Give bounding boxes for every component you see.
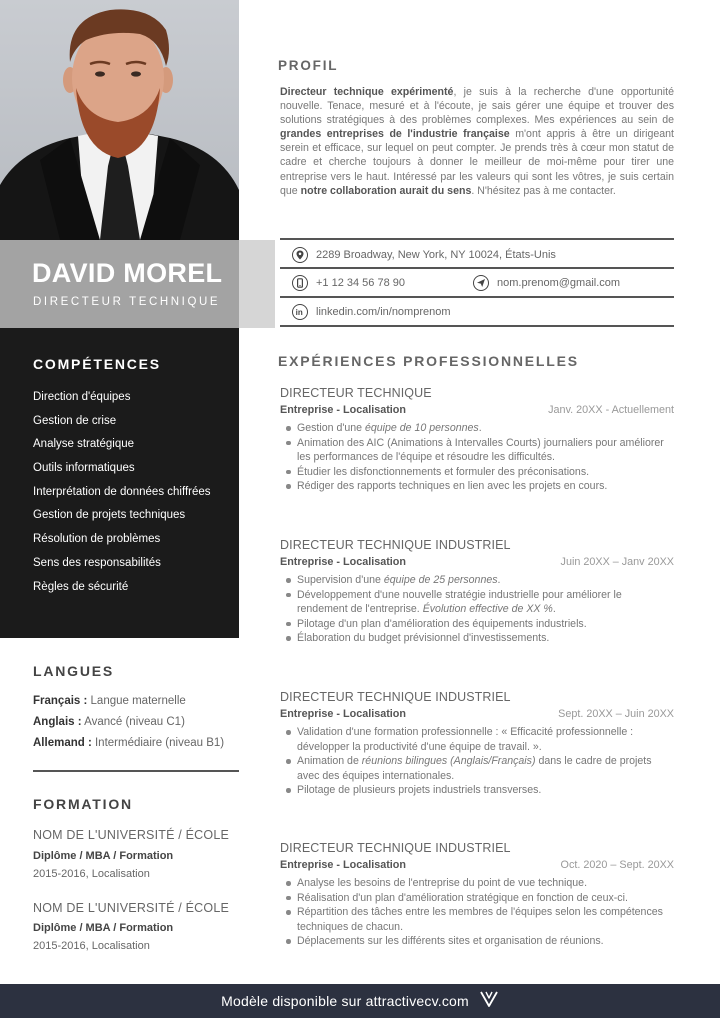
job-bullet-text: Déplacements sur les différents sites et organisation de réunions. (297, 935, 604, 947)
job-bullet-text: Analyse les besoins de l'entreprise du point de vue technique. (297, 877, 588, 889)
language-item (33, 695, 186, 707)
language-level: Intermédiaire (niveau B1) (91, 737, 225, 749)
skill-item: Analyse stratégique (33, 438, 135, 451)
send-icon (473, 275, 489, 291)
languages-heading: LANGUES (33, 663, 115, 679)
job-title: DIRECTEUR TECHNIQUE INDUSTRIEL (280, 690, 511, 704)
job-title: DIRECTEUR TECHNIQUE INDUSTRIEL (280, 538, 511, 552)
education-degree: Diplôme / MBA / Formation (33, 850, 174, 862)
job-bullet (283, 876, 674, 891)
language-level: Avancé (niveau C1) (81, 716, 185, 728)
job-bullet (283, 465, 674, 480)
job-company: Entreprise - Localisation (280, 556, 406, 568)
job-bullet (283, 905, 674, 934)
contact-email[interactable] (473, 275, 620, 291)
job-bullet-text: Pilotage de plusieurs projets industriels transverses. (297, 784, 542, 796)
experience-entry (280, 841, 674, 949)
name-panel-tab (239, 240, 275, 328)
job-bullets (283, 876, 674, 949)
job-bullet-text: Gestion d'une (297, 422, 365, 434)
job-bullet-text: dans le cadre de projets avec des équipes internationales. (297, 755, 652, 782)
job-title: DIRECTEUR TECHNIQUE INDUSTRIEL (280, 841, 511, 855)
attractivecv-logo-icon (479, 990, 499, 1013)
job-bullet-text: Animation des AIC (Animations à Intervalles Courts) journaliers pour améliorer les performances de l'équipe et résoudre les difficultés. (297, 436, 664, 463)
language-name: Allemand : (33, 737, 92, 749)
profile-photo (0, 0, 239, 240)
job-bullet-text: Élaboration du budget prévisionnel d'investissements. (297, 632, 550, 644)
contact-address (292, 247, 556, 263)
job-bullet (283, 617, 674, 632)
language-item (33, 716, 185, 728)
job-bullet-text: réunions bilingues (Anglais/Français) (361, 755, 536, 767)
education-school: NOM DE L'UNIVERSITÉ / ÉCOLE (33, 828, 230, 842)
language-item (33, 737, 224, 749)
job-bullet (283, 573, 674, 588)
profile-segment: m'ont appris à être un dirigeant serein et efficace, sur lequel on peut compter. Je prends très à cœur mon statut de cadre et cherche toujours à donner le meilleur de moi-même pour tirer une entreprise vers le haut. Intéressé par les valeurs qui sont les vôtres, je suis certain que (280, 128, 675, 197)
job-bullets (283, 421, 674, 494)
contact-divider (280, 238, 674, 240)
contact-linkedin[interactable] (292, 304, 451, 320)
experience-heading: EXPÉRIENCES PROFESSIONNELLES (278, 353, 579, 369)
profile-heading: PROFIL (278, 58, 339, 73)
profile-segment: , je suis à la recherche d'une opportunité nouvelle. Tenace, mesuré et à l'écoute, je sais gérer une équipe et trouver des solutions stratégiques à des problèmes complexes. Mes expériences au sein de (280, 86, 674, 127)
skill-item: Interprétation de données chiffrées (33, 485, 211, 498)
job-bullet-text: . (552, 603, 556, 615)
contact-divider (280, 325, 674, 327)
job-dates: Sept. 20XX – Juin 20XX (558, 708, 674, 720)
job-company: Entreprise - Localisation (280, 708, 406, 720)
svg-text:in: in (295, 308, 303, 317)
job-bullet-text: Animation de (297, 755, 362, 767)
contact-phone-text: +1 12 34 56 78 90 (316, 277, 405, 289)
footer-banner[interactable] (0, 984, 720, 1018)
job-meta (280, 404, 674, 421)
job-meta (280, 556, 674, 573)
job-bullet (283, 754, 674, 783)
job-bullet (283, 934, 674, 949)
job-bullet (283, 588, 674, 617)
profile-segment: . N'hésitez pas à me contacter. (471, 184, 616, 197)
job-bullet-text: Supervision d'une (297, 574, 384, 586)
skills-list (33, 389, 211, 602)
skill-item: Gestion de projets techniques (33, 509, 186, 522)
education-years: 2015-2016, Localisation (33, 940, 150, 952)
phone-icon (292, 275, 308, 291)
profile-highlight: grandes entreprises de l'industrie française (280, 128, 510, 141)
contact-linkedin-text[interactable]: linkedin.com/in/nomprenom (316, 306, 451, 318)
job-bullet-text: Développement d'une nouvelle stratégie industrielle pour améliorer le rendement de l'entreprise. (297, 588, 622, 615)
candidate-name: DAVID MOREL (32, 258, 223, 288)
job-bullet-text: Rédiger des rapports techniques en lien avec les projets en cours. (297, 480, 608, 492)
contact-divider (280, 267, 674, 269)
skill-item: Direction d'équipes (33, 391, 131, 403)
candidate-job-title: DIRECTEUR TECHNIQUE (33, 296, 221, 308)
job-bullet-text: Répartition des tâches entre les membres de l'équipes selon les compétences techniques de chacun. (297, 906, 663, 933)
job-bullet (283, 436, 674, 465)
job-bullet-text: équipe de 10 personnes (365, 422, 479, 434)
job-dates: Janv. 20XX - Actuellement (548, 404, 674, 416)
job-bullet-text: Réalisation d'un plan d'amélioration stratégique en fonction de ceux-ci. (297, 891, 628, 904)
job-bullet (283, 631, 674, 646)
education-years: 2015-2016, Localisation (33, 868, 150, 880)
languages-divider (33, 770, 239, 772)
job-bullet (283, 479, 674, 494)
language-name: Anglais : (33, 716, 82, 728)
job-dates: Oct. 2020 – Sept. 20XX (560, 859, 674, 871)
skill-item: Sens des responsabilités (33, 556, 161, 569)
education-heading: FORMATION (33, 796, 133, 812)
profile-text (280, 85, 674, 198)
job-bullet (283, 783, 674, 798)
job-company: Entreprise - Localisation (280, 859, 406, 871)
job-meta (280, 708, 674, 725)
experience-entry (280, 538, 674, 646)
job-bullet-text: Pilotage d'un plan d'amélioration des équipements industriels. (297, 617, 587, 630)
skill-item: Règles de sécurité (33, 580, 129, 593)
location-pin-icon (292, 247, 308, 263)
profile-highlight: notre collaboration aurait du sens (300, 184, 472, 197)
contact-phone (292, 275, 405, 291)
job-bullet-text: Évolution effective de XX % (422, 603, 553, 615)
job-bullet-text: . (497, 574, 501, 586)
job-bullet-text: équipe de 25 personnes (383, 574, 498, 586)
skill-item: Gestion de crise (33, 414, 117, 427)
job-bullets (283, 573, 674, 646)
profile-photo-illustration (0, 0, 239, 240)
job-title: DIRECTEUR TECHNIQUE (280, 386, 432, 400)
education-school: NOM DE L'UNIVERSITÉ / ÉCOLE (33, 901, 230, 915)
skills-heading: COMPÉTENCES (33, 356, 161, 372)
linkedin-icon (292, 304, 308, 320)
contact-email-text[interactable]: nom.prenom@gmail.com (497, 277, 621, 289)
footer-text[interactable]: Modèle disponible sur attractivecv.com (221, 993, 469, 1009)
job-bullet-text: Validation d'une formation professionnelle : « Efficacité professionnelle : développer la productivité d'une équipe de travail. ». (297, 726, 634, 753)
experience-entry (280, 690, 674, 798)
contact-divider (280, 296, 674, 298)
job-bullet (283, 725, 674, 754)
profile-highlight: Directeur technique expérimenté (280, 86, 454, 98)
job-bullet-text: Étudier les disfonctionnements et formuler des préconisations. (297, 465, 590, 478)
experience-entry (280, 386, 674, 494)
language-level: Langue maternelle (87, 695, 186, 707)
skill-item: Outils informatiques (33, 462, 135, 475)
skill-item: Résolution de problèmes (33, 533, 161, 546)
job-company: Entreprise - Localisation (280, 404, 406, 416)
job-dates: Juin 20XX – Janv 20XX (560, 556, 674, 568)
job-bullet-text: . (478, 422, 482, 434)
job-bullets (283, 725, 674, 798)
job-bullet (283, 891, 674, 906)
language-name: Français : (33, 695, 88, 707)
job-bullet (283, 421, 674, 436)
job-meta (280, 859, 674, 876)
education-degree: Diplôme / MBA / Formation (33, 922, 174, 934)
contact-address-text: 2289 Broadway, New York, NY 10024, États-Unis (316, 249, 556, 261)
